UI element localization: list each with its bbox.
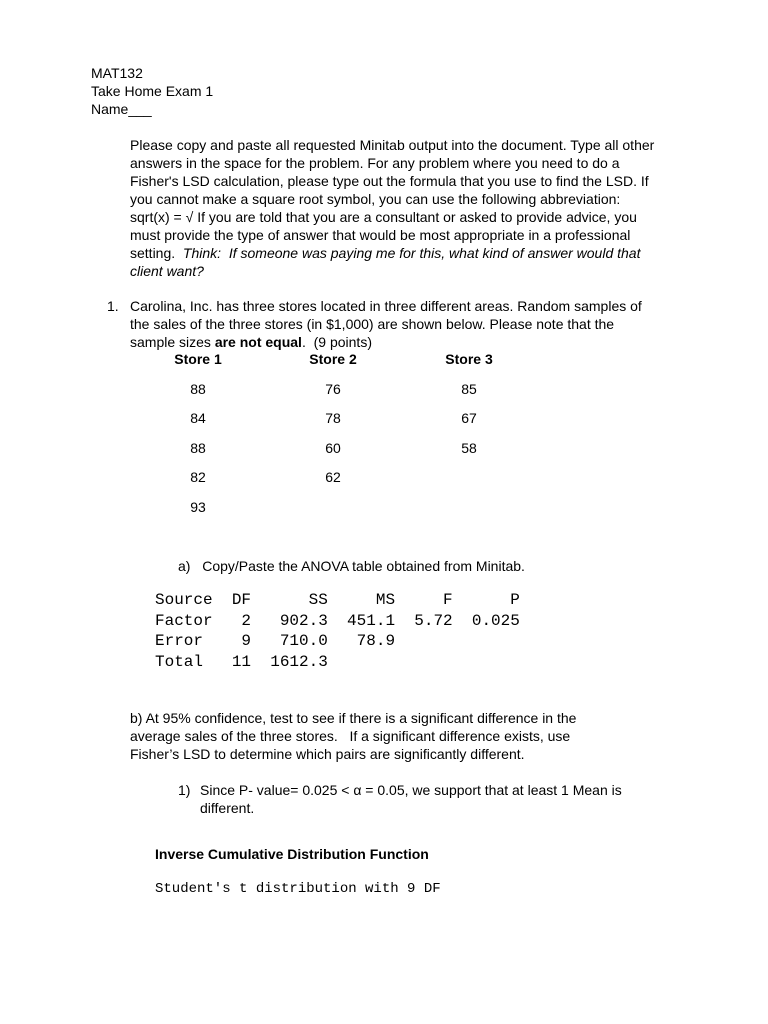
instruction-line: Fisher's LSD calculation, please type out the formula that you use to find the LSD. If — [130, 173, 649, 189]
store-1-header: Store 1 — [174, 351, 222, 367]
store-2-value: 78 — [325, 410, 341, 426]
instruction-line: you cannot make a square root symbol, you can use the following abbreviation: — [130, 191, 621, 207]
store-1-value: 82 — [190, 469, 206, 485]
part-b — [130, 709, 576, 763]
part-b-line: average sales of the three stores. If a significant difference exists, use — [130, 728, 571, 744]
course-code: MAT132 — [91, 65, 143, 81]
instruction-line-think — [130, 244, 720, 262]
name-line: Name___ — [91, 101, 152, 117]
part-a-label: a) — [178, 558, 191, 574]
anova-header-row: Source DF SS MS F P — [155, 591, 520, 609]
question-line3-end: . (9 points) — [301, 334, 372, 350]
instruction-line: sqrt(x) = √ If you are told that you are a consultant or asked to provide advice, you — [130, 209, 637, 225]
icdf-title: Inverse Cumulative Distribution Function — [155, 846, 429, 862]
anova-factor-row: Factor 2 902.3 451.1 5.72 0.025 — [155, 611, 520, 630]
store-3-value: 58 — [461, 440, 477, 456]
anova-error-row: Error 9 710.0 78.9 — [155, 632, 396, 650]
question-line — [130, 333, 710, 351]
part-b-line: b) At 95% confidence, test to see if there is a significant difference in the — [130, 710, 577, 726]
store-3-value: 67 — [461, 410, 477, 426]
instruction-line-think-2 — [130, 262, 720, 280]
part-a — [178, 557, 525, 575]
part-b-line: Fisher’s LSD to determine which pairs are significantly different. — [130, 746, 525, 762]
store-3-value: 85 — [461, 381, 477, 397]
question-line3-start: sample sizes — [130, 334, 215, 350]
think-text: If someone was paying me for this, what kind of answer would that — [221, 245, 641, 261]
question-text — [130, 297, 710, 351]
question-number: 1. — [107, 298, 119, 314]
setting-text: setting. — [130, 245, 183, 261]
not-equal-emphasis: are not equal — [214, 334, 302, 350]
store-1-value: 93 — [190, 499, 206, 515]
store-2-value: 76 — [325, 381, 341, 397]
anova-total-row: Total 11 1612.3 — [155, 652, 328, 671]
store-2-value: 62 — [325, 469, 341, 485]
think-text-2: client want? — [130, 263, 204, 279]
t-distribution-label: Student's t distribution with 9 DF — [155, 881, 441, 897]
instructions-paragraph — [130, 136, 720, 280]
store-1-value: 88 — [190, 440, 206, 456]
think-label: Think: — [182, 245, 222, 261]
store-1-value: 84 — [190, 410, 206, 426]
answer-line: Since P- value= 0.025 < α = 0.05, we support that at least 1 Mean is — [200, 782, 622, 798]
part-a-text: Copy/Paste the ANOVA table obtained from Minitab. — [202, 558, 525, 574]
question-line: Carolina, Inc. has three stores located in three different areas. Random samples of — [130, 298, 642, 314]
instruction-line: Please copy and paste all requested Minitab output into the document. Type all other — [130, 137, 655, 153]
answer-number: 1) — [178, 782, 191, 798]
answer-line: different. — [200, 800, 255, 816]
store-3-header: Store 3 — [445, 351, 493, 367]
instruction-line: answers in the space for the problem. For any problem where you need to do a — [130, 155, 620, 171]
store-2-header: Store 2 — [309, 351, 357, 367]
document-header — [91, 64, 213, 118]
answer-text — [200, 781, 622, 817]
store-1-value: 88 — [190, 381, 206, 397]
exam-title: Take Home Exam 1 — [91, 83, 214, 99]
instruction-line: must provide the type of answer that would be most appropriate in a professional — [130, 227, 631, 243]
store-2-value: 60 — [325, 440, 341, 456]
question-line: the sales of the three stores (in $1,000) are shown below. Please note that the — [130, 316, 615, 332]
anova-table — [155, 590, 520, 672]
